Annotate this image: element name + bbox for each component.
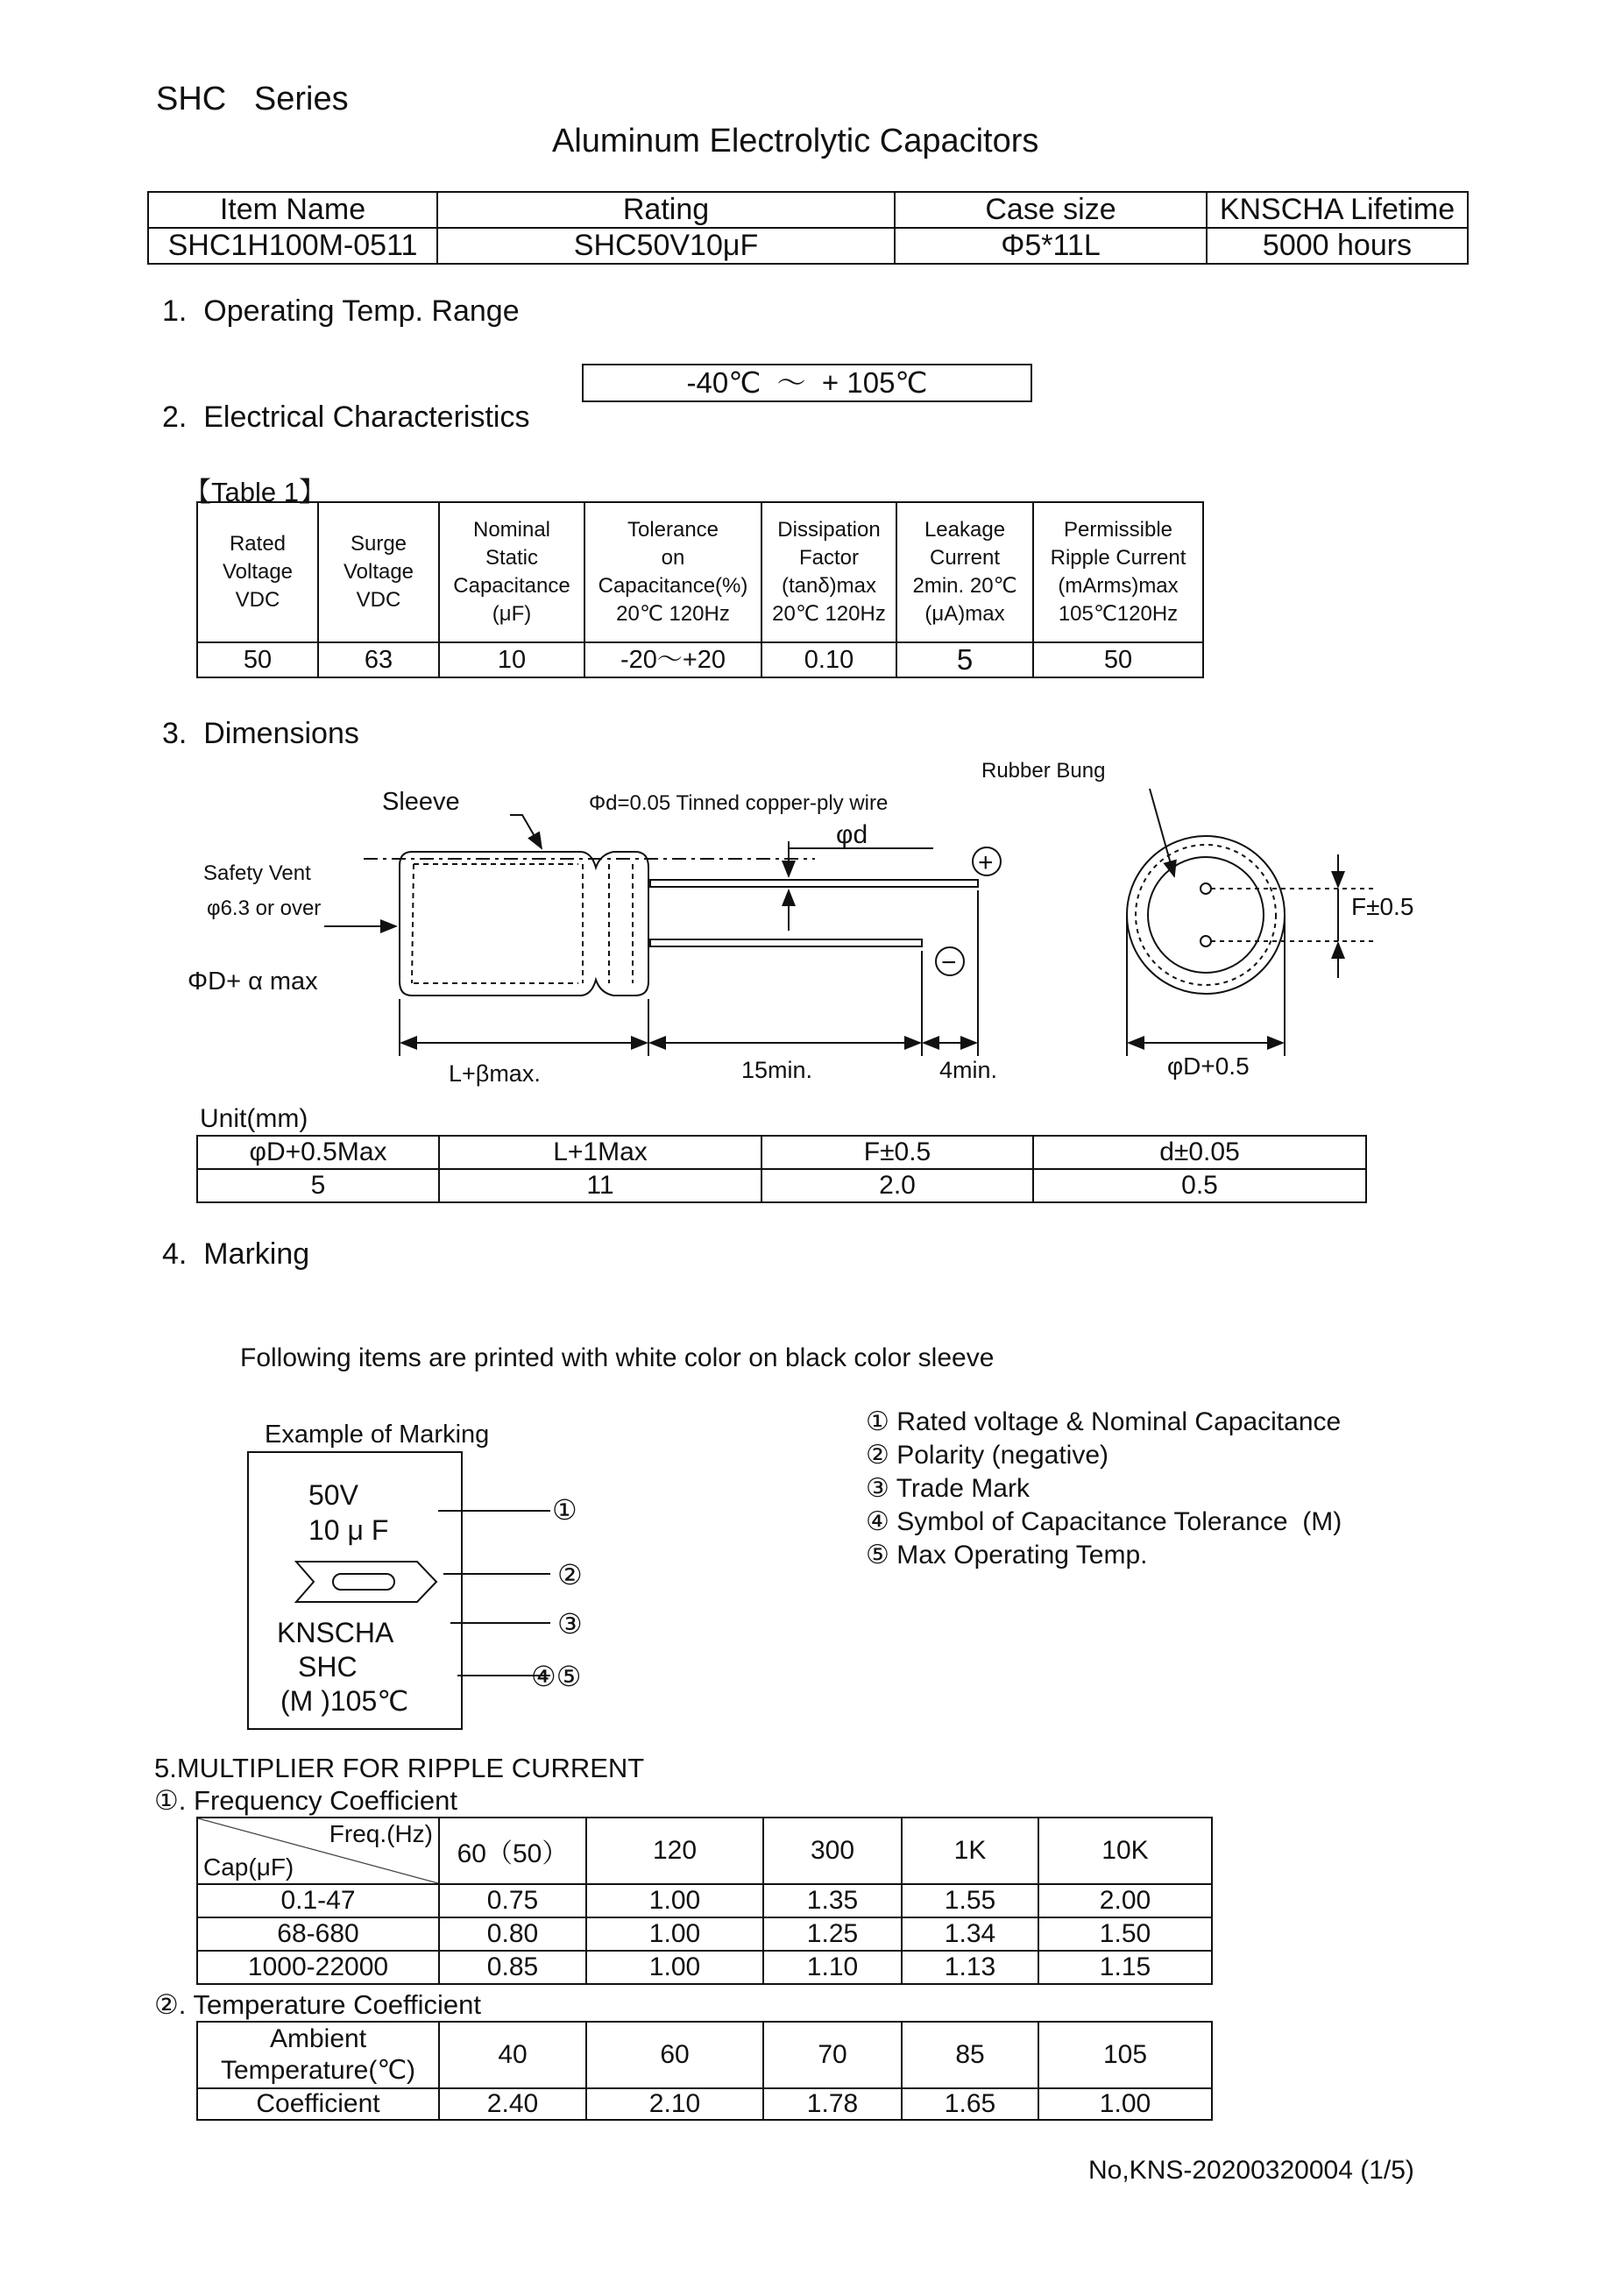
freq-coef: 1.15	[1038, 1951, 1212, 1984]
dissipation-value: 0.10	[761, 642, 896, 677]
temp-header-temperature: Temperature(℃)	[220, 2056, 416, 2085]
polarity-band-icon	[294, 1560, 438, 1604]
legend-item: ① Rated voltage & Nominal Capacitance	[866, 1407, 1342, 1436]
freq-coef: 1.55	[902, 1884, 1038, 1917]
temp-coef: 1.65	[902, 2088, 1038, 2120]
marking-series: SHC	[298, 1651, 358, 1683]
temp-header-40: 40	[439, 2022, 586, 2088]
dim-value-wire: 0.5	[1033, 1169, 1366, 1202]
marking-capacitance: 10 μ F	[308, 1514, 389, 1546]
freq-header-1k: 1K	[902, 1818, 1038, 1884]
electrical-table	[196, 501, 1204, 678]
phi-d-label: φd	[836, 820, 868, 849]
temperature-table	[196, 2021, 1213, 2121]
leakage-header: Leakage Current 2min. 20℃ (μA)max	[896, 502, 1033, 642]
ripple-value: 50	[1033, 642, 1203, 677]
coefficient-label: Coefficient	[197, 2088, 439, 2120]
series-title: SHC Series	[156, 81, 349, 117]
section5-heading: 5.MULTIPLIER FOR RIPPLE CURRENT	[154, 1753, 645, 1783]
freq-header-60: 60（50）	[439, 1818, 586, 1884]
dim-header-diameter: φD+0.5Max	[197, 1136, 439, 1169]
section1-heading: 1. Operating Temp. Range	[162, 294, 520, 328]
surge-voltage-value: 63	[318, 642, 439, 677]
section3-heading: 3. Dimensions	[162, 717, 359, 750]
length-label: L+βmax.	[449, 1060, 541, 1087]
dimension-drawing	[0, 745, 1622, 1113]
temp-header-cell	[197, 2022, 439, 2088]
temp-header-60: 60	[586, 2022, 763, 2088]
case-size-header: Case size	[895, 192, 1207, 228]
freq-coef: 1.13	[902, 1951, 1038, 1984]
legend-item: ⑤ Max Operating Temp.	[866, 1541, 1148, 1570]
lead-diff-label: 4min.	[939, 1057, 998, 1083]
plus-sign: +	[978, 848, 994, 877]
rubber-bung-label: Rubber Bung	[981, 759, 1106, 783]
temp-header-85: 85	[902, 2022, 1038, 2088]
freq-cap-range: 68-680	[197, 1917, 439, 1951]
dim-header-pitch: F±0.5	[761, 1136, 1033, 1169]
tolerance-value: -20～+20	[584, 642, 761, 677]
unit-label: Unit(mm)	[200, 1104, 308, 1133]
item-name-header: Item Name	[148, 192, 437, 228]
table1-label: 【Table 1】	[184, 477, 326, 507]
freq-coef: 1.00	[586, 1884, 763, 1917]
front-view-inner	[1148, 857, 1264, 973]
diameter-label: ΦD+ α max	[188, 967, 318, 996]
temp-range-box	[582, 364, 1032, 402]
page-title: Aluminum Electrolytic Capacitors	[552, 123, 1039, 159]
freq-coef: 0.75	[439, 1884, 586, 1917]
dim-header-wire: d±0.05	[1033, 1136, 1366, 1169]
rated-voltage-header: Rated Voltage VDC	[197, 502, 318, 642]
legend-item: ④ Symbol of Capacitance Tolerance (M)	[866, 1507, 1342, 1536]
positive-lead	[650, 880, 978, 887]
dissipation-header: Dissipation Factor (tanδ)max 20℃ 120Hz	[761, 502, 896, 642]
freq-corner-cell	[197, 1818, 439, 1884]
lifetime-value: 5000 hours	[1207, 228, 1468, 264]
sleeve-label: Sleeve	[382, 788, 460, 816]
temp-coef: 2.10	[586, 2088, 763, 2120]
item-name-value: SHC1H100M-0511	[148, 228, 437, 264]
pitch-label: F±0.5	[1351, 893, 1414, 920]
freq-header-120: 120	[586, 1818, 763, 1884]
temp-coef: 1.00	[1038, 2088, 1212, 2120]
minus-sign: −	[941, 948, 957, 977]
callout-45: ④⑤	[531, 1661, 582, 1692]
freq-header-10k: 10K	[1038, 1818, 1212, 1884]
rated-voltage-value: 50	[197, 642, 318, 677]
callout-1: ①	[552, 1494, 577, 1526]
freq-cap-range: 1000-22000	[197, 1951, 439, 1984]
freq-coef: 1.34	[902, 1917, 1038, 1951]
callout-2: ②	[557, 1559, 583, 1591]
freq-header-300: 300	[763, 1818, 902, 1884]
dim-header-length: L+1Max	[439, 1136, 761, 1169]
dimension-table	[196, 1135, 1367, 1203]
safety-vent-size: φ6.3 or over	[207, 896, 322, 920]
legend-item: ② Polarity (negative)	[866, 1441, 1109, 1470]
surge-voltage-header: Surge Voltage VDC	[318, 502, 439, 642]
freq-coef: 1.10	[763, 1951, 902, 1984]
case-size-value: Φ5*11L	[895, 228, 1207, 264]
temp-header-ambient: Ambient	[269, 2024, 367, 2053]
freq-cap-range: 0.1-47	[197, 1884, 439, 1917]
lifetime-header: KNSCHA Lifetime	[1207, 192, 1468, 228]
marking-brand: KNSCHA	[277, 1617, 394, 1648]
document-number: No,KNS-20200320004 (1/5)	[1088, 2156, 1414, 2185]
freq-coef: 0.80	[439, 1917, 586, 1951]
wire-label: Φd=0.05 Tinned copper-ply wire	[589, 791, 889, 815]
tolerance-header: Tolerance on Capacitance(%) 20℃ 120Hz	[584, 502, 761, 642]
freq-corner-bottom: Cap(μF)	[203, 1853, 294, 1881]
negative-lead	[650, 939, 922, 946]
freq-coef: 1.00	[586, 1951, 763, 1984]
nominal-cap-header: Nominal Static Capacitance (μF)	[439, 502, 584, 642]
freq-corner-top: Freq.(Hz)	[329, 1820, 433, 1847]
leakage-value: 5	[896, 642, 1033, 677]
dim-value-diameter: 5	[197, 1169, 439, 1202]
dim-value-pitch: 2.0	[761, 1169, 1033, 1202]
temp-coef: 1.78	[763, 2088, 902, 2120]
freq-coef-title: ①. Frequency Coefficient	[154, 1785, 457, 1816]
marking-legend	[866, 1406, 1342, 1572]
rating-header: Rating	[437, 192, 895, 228]
temp-coef: 2.40	[439, 2088, 586, 2120]
marking-note: Following items are printed with white color on black color sleeve	[240, 1343, 995, 1372]
freq-coef: 1.35	[763, 1884, 902, 1917]
temp-range-value: -40℃ ～ + 105℃	[686, 366, 928, 399]
freq-coef: 1.00	[586, 1917, 763, 1951]
freq-coef: 1.50	[1038, 1917, 1212, 1951]
callout-3: ③	[557, 1608, 583, 1640]
outer-dia-label: φD+0.5	[1167, 1052, 1250, 1080]
marking-example-title: Example of Marking	[265, 1421, 490, 1449]
section2-heading: 2. Electrical Characteristics	[162, 400, 530, 434]
freq-coef: 2.00	[1038, 1884, 1212, 1917]
rating-value: SHC50V10μF	[437, 228, 895, 264]
item-table	[147, 191, 1469, 265]
temp-coef-title: ②. Temperature Coefficient	[154, 1989, 481, 2020]
section4-heading: 4. Marking	[162, 1237, 310, 1271]
legend-item: ③ Trade Mark	[866, 1474, 1030, 1503]
safety-vent-label: Safety Vent	[203, 861, 311, 885]
nominal-cap-value: 10	[439, 642, 584, 677]
frequency-table	[196, 1817, 1213, 1985]
lead-length-label: 15min.	[741, 1057, 813, 1083]
freq-coef: 1.25	[763, 1917, 902, 1951]
dim-value-length: 11	[439, 1169, 761, 1202]
marking-voltage: 50V	[308, 1479, 358, 1511]
marking-temp: (M )105℃	[280, 1685, 409, 1717]
ripple-header: Permissible Ripple Current (mArms)max 105℃120Hz	[1033, 502, 1203, 642]
freq-coef: 0.85	[439, 1951, 586, 1984]
capacitor-body	[400, 852, 648, 996]
temp-header-70: 70	[763, 2022, 902, 2088]
front-view-outer	[1127, 836, 1285, 994]
temp-header-105: 105	[1038, 2022, 1212, 2088]
